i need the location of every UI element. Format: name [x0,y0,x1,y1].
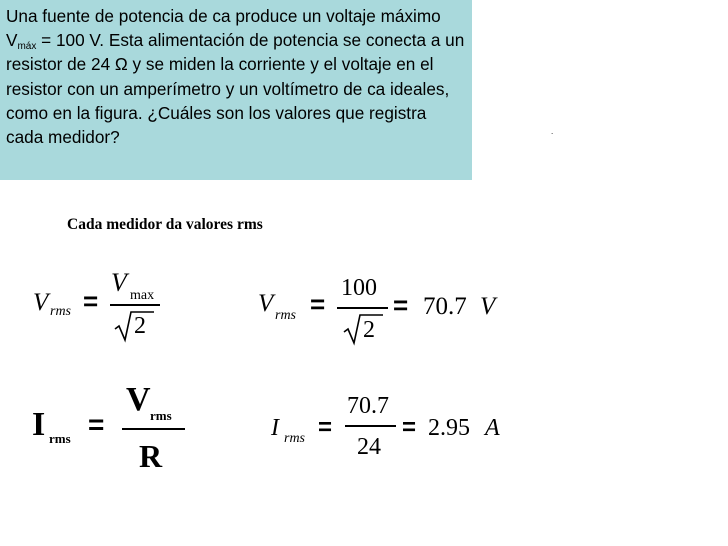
f1-num-symbol: V [111,268,127,297]
f1-lhs-symbol: V [33,289,49,316]
f4-result: 2.95 [428,415,470,441]
f4-lhs-symbol: I [271,415,279,441]
f4-equals-result: = [402,414,417,441]
problem-statement [0,0,472,180]
f1-fraction-bar [110,304,160,306]
problem-subscript: máx [17,41,37,53]
f1-lhs-subscript: rms [50,304,72,319]
f4-denominator: 24 [357,434,381,460]
f2-lhs-symbol: V [258,290,274,317]
problem-text-start: Una fuente de potencia de ca produce un voltaje máximo V [6,6,441,51]
f1-den-number: 2 [134,313,146,339]
f4-lhs-subscript: rms [284,431,306,446]
f4-numerator: 70.7 [347,393,389,419]
f3-equals: = [88,409,105,440]
f2-unit: V [480,293,496,320]
f2-lhs-subscript: rms [275,308,297,323]
f2-equals-result: = [393,290,409,320]
f3-fraction-bar [122,428,185,430]
f2-result: 70.7 [423,293,467,320]
f2-den-number: 2 [363,317,375,343]
f3-lhs-symbol: I [32,406,46,443]
stray-dot: . [551,127,554,136]
f2-equals: = [310,289,326,319]
f3-num-subscript: rms [150,408,172,423]
f4-equals: = [318,414,333,441]
f3-denominator: R [139,438,163,474]
rms-note: Cada medidor da valores rms [67,216,263,233]
f4-unit: A [485,415,500,441]
f3-num-symbol: V [126,381,151,418]
f3-lhs-subscript: rms [49,431,71,446]
f1-equals: = [83,286,99,316]
f2-numerator: 100 [341,275,377,301]
f4-fraction-bar [345,425,396,427]
f2-fraction-bar [337,307,388,309]
problem-text-end: = 100 V. Esta alimentación de potencia se conecta a un resistor de 24 Ω y se miden la corriente y el voltaje en el resistor con un amperímetro y un voltímetro de ca ideales, como en la figura. ¿Cuáles son los valores que registra cada medidor? [6,30,465,148]
f1-num-subscript: max [130,288,155,303]
